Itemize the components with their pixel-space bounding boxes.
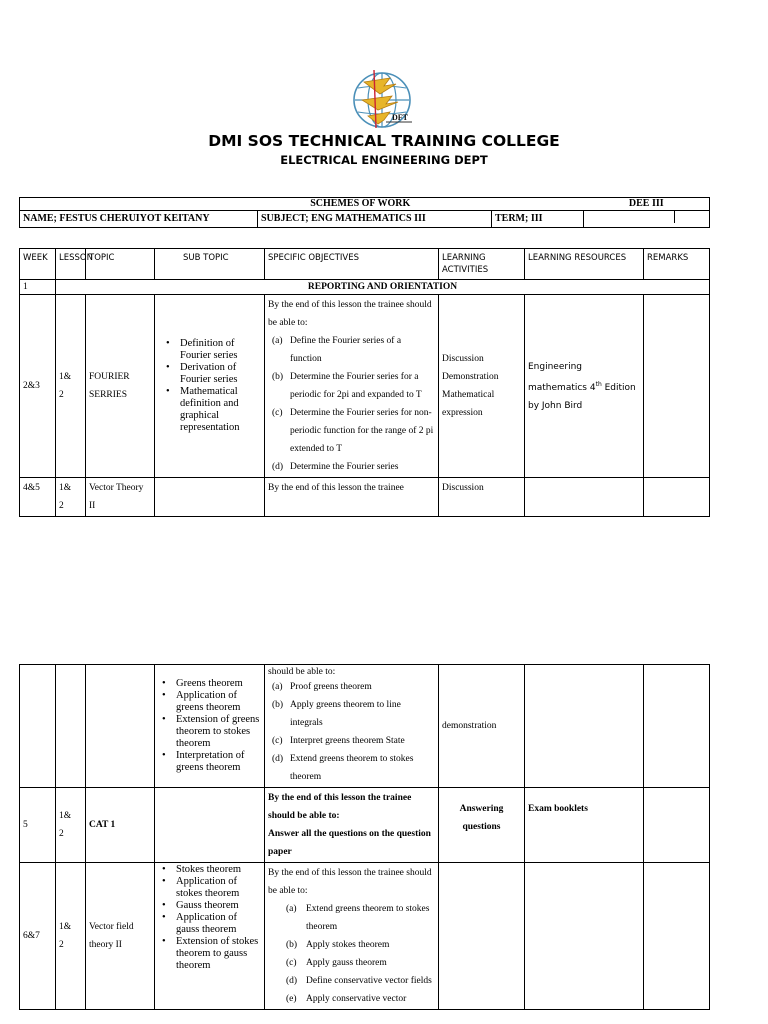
- week-cell: 2&3: [20, 295, 56, 478]
- col-subtopic: SUB TOPIC: [155, 249, 265, 280]
- scheme-info-table: [19, 197, 710, 228]
- list-item: (d) Define conservative vector fields: [286, 976, 432, 986]
- remarks-cell: [644, 295, 710, 478]
- list-item: • Extension of greens theorem to stokes theorem: [176, 714, 261, 750]
- list-item: (b) Apply greens theorem to line integrals: [272, 700, 401, 728]
- list-item: • Stokes theorem: [176, 864, 261, 876]
- resources-cell: [525, 863, 644, 1010]
- list-item: • Derivation of Fourier series: [180, 362, 261, 386]
- col-activities: LEARNING ACTIVITIES: [439, 249, 525, 280]
- remarks-cell: [644, 788, 710, 863]
- objectives-intro: should be able to:: [268, 667, 336, 677]
- subtopic-list: [158, 678, 261, 774]
- objectives-cell: [265, 863, 439, 1010]
- list-item: • Mathematical definition and graphical representation: [180, 386, 261, 434]
- subtopic-cell: [155, 788, 265, 863]
- table-row: [20, 665, 710, 788]
- list-item: (a) Define the Fourier series of a function: [272, 336, 402, 364]
- table-row: [20, 478, 710, 517]
- week-cell: 6&7: [20, 863, 56, 1010]
- subtopic-cell: [155, 665, 265, 788]
- trainer-name: NAME; FESTUS CHERUIYOT KEITANY: [20, 211, 258, 228]
- resources-cell: Engineering mathematics 4th Edition by John Bird: [525, 295, 644, 478]
- list-item: (a) Proof greens theorem: [272, 682, 372, 692]
- activities-cell: demonstration: [439, 665, 525, 788]
- week-cell: 4&5: [20, 478, 56, 517]
- objectives-intro: By the end of this lesson the trainee should be able to:: [268, 868, 432, 896]
- lesson-cell: [56, 665, 86, 788]
- topic-cell: Vector Theory II: [86, 478, 155, 517]
- subtopic-list: [158, 864, 261, 972]
- list-item: • Greens theorem: [176, 678, 261, 690]
- subject-name: SUBJECT; ENG MATHEMATICS III: [258, 211, 492, 228]
- resources-cell: Exam booklets: [525, 788, 644, 863]
- col-week: WEEK: [20, 249, 56, 280]
- col-objectives: SPECIFIC OBJECTIVES: [265, 249, 439, 280]
- list-item: (d) Extend greens theorem to stokes theorem: [272, 754, 414, 782]
- list-item: • Definition of Fourier series: [180, 338, 261, 362]
- week-cell: 5: [20, 788, 56, 863]
- objectives-cell: [265, 665, 439, 788]
- svg-text:DFT: DFT: [392, 113, 408, 122]
- list-item: (d) Determine the Fourier series: [272, 462, 399, 472]
- subtopic-cell: [155, 478, 265, 517]
- subtopic-list: [158, 338, 261, 434]
- subtopic-cell: [155, 863, 265, 1010]
- objectives-cell: [265, 295, 439, 478]
- term-blank: [584, 211, 710, 228]
- table-row: [20, 280, 710, 295]
- objectives-cell: By the end of this lesson the trainee should be able to: Answer all the questions on the question paper: [265, 788, 439, 863]
- lesson-cell: 1& 2: [56, 863, 86, 1010]
- term-label: TERM; III: [492, 211, 584, 228]
- orientation-banner: REPORTING AND ORIENTATION: [56, 280, 710, 295]
- list-item: • Application of stokes theorem: [176, 876, 261, 900]
- list-item: • Application of greens theorem: [176, 690, 261, 714]
- scheme-title: SCHEMES OF WORK: [310, 198, 411, 209]
- list-item: • Extension of stokes theorem to gauss theorem: [176, 936, 261, 972]
- list-item: (b) Apply stokes theorem: [286, 940, 390, 950]
- topic-cell: [86, 665, 155, 788]
- remarks-cell: [644, 863, 710, 1010]
- objectives-intro: By the end of this lesson the trainee should be able to:: [268, 300, 432, 328]
- activity-item: Demonstration: [442, 372, 499, 382]
- topic-cell: CAT 1: [86, 788, 155, 863]
- scheme-title-cell: [20, 198, 584, 211]
- objectives-list: [268, 900, 435, 1008]
- activity-item: Discussion: [442, 354, 484, 364]
- class-label: DEE III: [628, 198, 664, 209]
- week-cell: [20, 665, 56, 788]
- scheme-table-page1: [19, 248, 710, 517]
- list-item: (a) Extend greens theorem to stokes theorem: [286, 904, 430, 932]
- topic-cell: Vector field theory II: [86, 863, 155, 1010]
- list-item: (b) Determine the Fourier series for a periodic for 2pi and expanded to T: [272, 372, 422, 400]
- class-cell: [584, 198, 710, 211]
- list-item: (c) Apply gauss theorem: [286, 958, 387, 968]
- activity-item: Mathematical expression: [442, 390, 495, 418]
- week-cell: 1: [20, 280, 56, 295]
- objectives-list: [268, 332, 435, 476]
- column-header-row: [20, 249, 710, 280]
- list-item: • Interpretation of greens theorem: [176, 750, 261, 774]
- col-topic: TOPIC: [86, 249, 155, 280]
- lesson-cell: 1& 2: [56, 295, 86, 478]
- remarks-cell: [644, 478, 710, 517]
- resources-cell: [525, 478, 644, 517]
- objectives-list: [268, 678, 435, 786]
- list-item: (c) Determine the Fourier series for non-periodic function for the range of 2 pi extended to T: [272, 408, 434, 454]
- list-item: (e) Apply conservative vector: [286, 994, 407, 1004]
- table-row: [20, 863, 710, 1010]
- col-remarks: REMARKS: [644, 249, 710, 280]
- activities-cell: [439, 863, 525, 1010]
- list-item: • Application of gauss theorem: [176, 912, 261, 936]
- col-lesson: LESSON: [56, 249, 86, 280]
- lesson-cell: 1& 2: [56, 788, 86, 863]
- subtopic-cell: [155, 295, 265, 478]
- table-row: [20, 295, 710, 478]
- resources-cell: [525, 665, 644, 788]
- topic-cell: FOURIER SERRIES: [86, 295, 155, 478]
- remarks-cell: [644, 665, 710, 788]
- activities-cell: Discussion: [439, 478, 525, 517]
- col-resources: LEARNING RESOURCES: [525, 249, 644, 280]
- college-name: DMI SOS TECHNICAL TRAINING COLLEGE: [208, 132, 560, 150]
- college-logo: [350, 66, 418, 132]
- list-item: (c) Interpret greens theorem State: [272, 736, 405, 746]
- scheme-table-page2: [19, 664, 710, 1010]
- lesson-cell: 1& 2: [56, 478, 86, 517]
- table-row: [20, 788, 710, 863]
- department-name: ELECTRICAL ENGINEERING DEPT: [280, 153, 488, 167]
- list-item: • Gauss theorem: [176, 900, 261, 912]
- globe-logo-icon: [350, 66, 418, 132]
- activities-cell: Answering questions: [439, 788, 525, 863]
- objectives-cell: By the end of this lesson the trainee: [265, 478, 439, 517]
- activities-cell: [439, 295, 525, 478]
